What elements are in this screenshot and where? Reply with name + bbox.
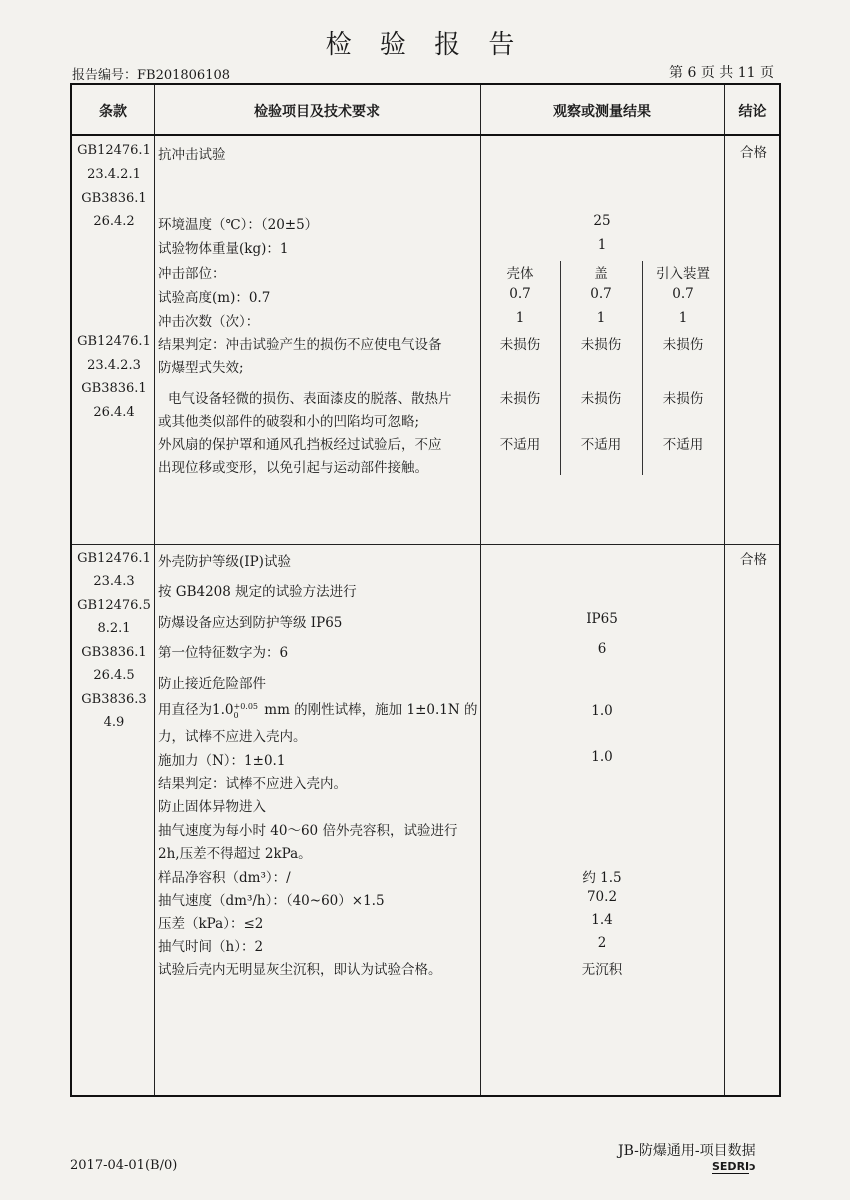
judge-text: 防爆型式失效;: [158, 360, 244, 376]
section-title-ip: 外壳防护等级(IP)试验: [158, 554, 291, 570]
rod-judge-text: 结果判定：试棒不应进入壳内。: [158, 776, 347, 792]
ip-requirement-value: IP65: [586, 611, 618, 627]
conclusion-impact: 合格: [740, 145, 767, 161]
clause-ref: GB12476.5: [77, 598, 151, 613]
minor-damage-value: 未损伤: [662, 391, 704, 407]
page-indicator: 第 6 页 共 11 页: [669, 65, 774, 81]
page-title: 检 验 报 告: [325, 30, 525, 60]
column-header-item: 检验项目及技术要求: [254, 104, 380, 120]
conclusion-ip: 合格: [740, 552, 767, 568]
count-label: 冲击次数（次）：: [158, 314, 260, 330]
minor-damage-value: 未损伤: [580, 391, 622, 407]
report-number: 报告编号：FB201806108: [72, 68, 231, 83]
inspection-table: [70, 83, 781, 1097]
judge-value: 未损伤: [662, 337, 704, 353]
solid-heading: 防止固体异物进入: [158, 799, 266, 815]
clause-ref: 23.4.3: [93, 574, 135, 589]
minor-damage-value: 未损伤: [499, 391, 541, 407]
pressure-label: 压差（kPa）：≤2: [158, 916, 264, 932]
extract-requirement: 抽气速度为每小时 40～60 倍外壳容积，试验进行: [158, 823, 458, 839]
extract-requirement: 2h,压差不得超过 2kPa。: [158, 846, 312, 862]
time-value: 2: [597, 935, 607, 951]
position-value: 引入装置: [656, 266, 710, 282]
clause-ref: 23.4.2.3: [87, 358, 141, 373]
time-label: 抽气时间（h）：2: [158, 939, 264, 955]
clause-ref: GB12476.1: [77, 551, 151, 566]
sedri-logo: SEDRIↄ: [712, 1160, 756, 1173]
volume-value: 约 1.5: [582, 870, 622, 886]
clause-ref: GB12476.1: [77, 143, 151, 158]
first-digit-label: 第一位特征数字为：6: [158, 645, 289, 661]
clause-ref: GB3836.1: [81, 381, 147, 396]
first-digit-value: 6: [597, 641, 607, 657]
fan-guard-text: 外风扇的保护罩和通风孔挡板经过试验后，不应: [158, 437, 442, 453]
clause-ref: 26.4.5: [93, 668, 135, 683]
ip-requirement-label: 防爆设备应达到防护等级 IP65: [158, 615, 343, 631]
form-doc-name: JB-防爆通用-项目数据: [618, 1143, 756, 1159]
judge-text: 结果判定：冲击试验产生的损伤不应使电气设备: [158, 337, 442, 353]
rod-requirement-line2: 力，试棒不应进入壳内。: [158, 729, 307, 745]
minor-damage-text: 电气设备轻微的损伤、表面漆皮的脱落、散热片: [168, 391, 452, 407]
height-value: 0.7: [509, 286, 531, 302]
final-value: 无沉积: [581, 962, 623, 978]
judge-value: 未损伤: [580, 337, 622, 353]
section-title-impact: 抗冲击试验: [158, 147, 226, 163]
position-value: 壳体: [506, 266, 534, 282]
clause-ref: 4.9: [103, 715, 125, 730]
clause-ref: 26.4.2: [93, 214, 135, 229]
env-temp-label: 环境温度（℃）：（20±5）: [158, 217, 319, 233]
speed-value: 70.2: [586, 889, 618, 905]
position-label: 冲击部位：: [158, 266, 226, 282]
rod-value: 1.0: [591, 703, 613, 719]
fan-guard-text: 出现位移或变形，以免引起与运动部件接触。: [158, 460, 428, 476]
column-divider: [154, 85, 155, 1095]
column-divider: [724, 85, 725, 1095]
form-date: 2017-04-01(B/0): [70, 1158, 178, 1173]
hazard-heading: 防止接近危险部件: [158, 676, 266, 692]
volume-label: 样品净容积（dm³）：/: [158, 870, 291, 886]
clause-ref: GB3836.3: [81, 692, 147, 707]
clause-ref: GB3836.1: [81, 645, 147, 660]
method-text: 按 GB4208 规定的试验方法进行: [158, 584, 357, 600]
force-value: 1.0: [591, 749, 613, 765]
minor-damage-text: 或其他类似部件的破裂和小的凹陷均可忽略;: [158, 414, 420, 430]
pressure-value: 1.4: [591, 912, 613, 928]
judge-value: 未损伤: [499, 337, 541, 353]
fan-guard-value: 不适用: [580, 437, 622, 453]
clause-ref: 23.4.2.1: [87, 167, 141, 182]
weight-label: 试验物体重量(kg)：1: [158, 241, 289, 257]
position-value: 盖: [594, 266, 608, 282]
weight-value: 1: [597, 237, 607, 253]
column-header-conclusion: 结论: [738, 104, 767, 120]
clause-ref: GB12476.1: [77, 334, 151, 349]
column-header-clause: 条款: [99, 104, 127, 120]
count-value: 1: [515, 310, 525, 326]
count-value: 1: [596, 310, 606, 326]
fan-guard-value: 不适用: [499, 437, 541, 453]
column-header-result: 观察或测量结果: [553, 104, 651, 120]
rod-requirement: 用直径为1.0 +0.05 0 mm 的刚性试棒，施加 1±0.1N 的: [158, 701, 478, 720]
section-divider: [72, 544, 779, 545]
force-label: 施加力（N）：1±0.1: [158, 753, 286, 769]
count-value: 1: [678, 310, 688, 326]
height-value: 0.7: [672, 286, 694, 302]
header-divider: [72, 134, 779, 136]
height-label: 试验高度(m)：0.7: [158, 290, 271, 306]
fan-guard-value: 不适用: [662, 437, 704, 453]
clause-ref: GB3836.1: [81, 191, 147, 206]
height-value: 0.7: [590, 286, 612, 302]
env-temp-value: 25: [593, 213, 611, 229]
final-label: 试验后壳内无明显灰尘沉积，即认为试验合格。: [158, 962, 442, 978]
clause-ref: 8.2.1: [97, 621, 131, 636]
clause-ref: 26.4.4: [93, 405, 135, 420]
speed-label: 抽气速度（dm³/h）：（40~60）×1.5: [158, 893, 385, 909]
